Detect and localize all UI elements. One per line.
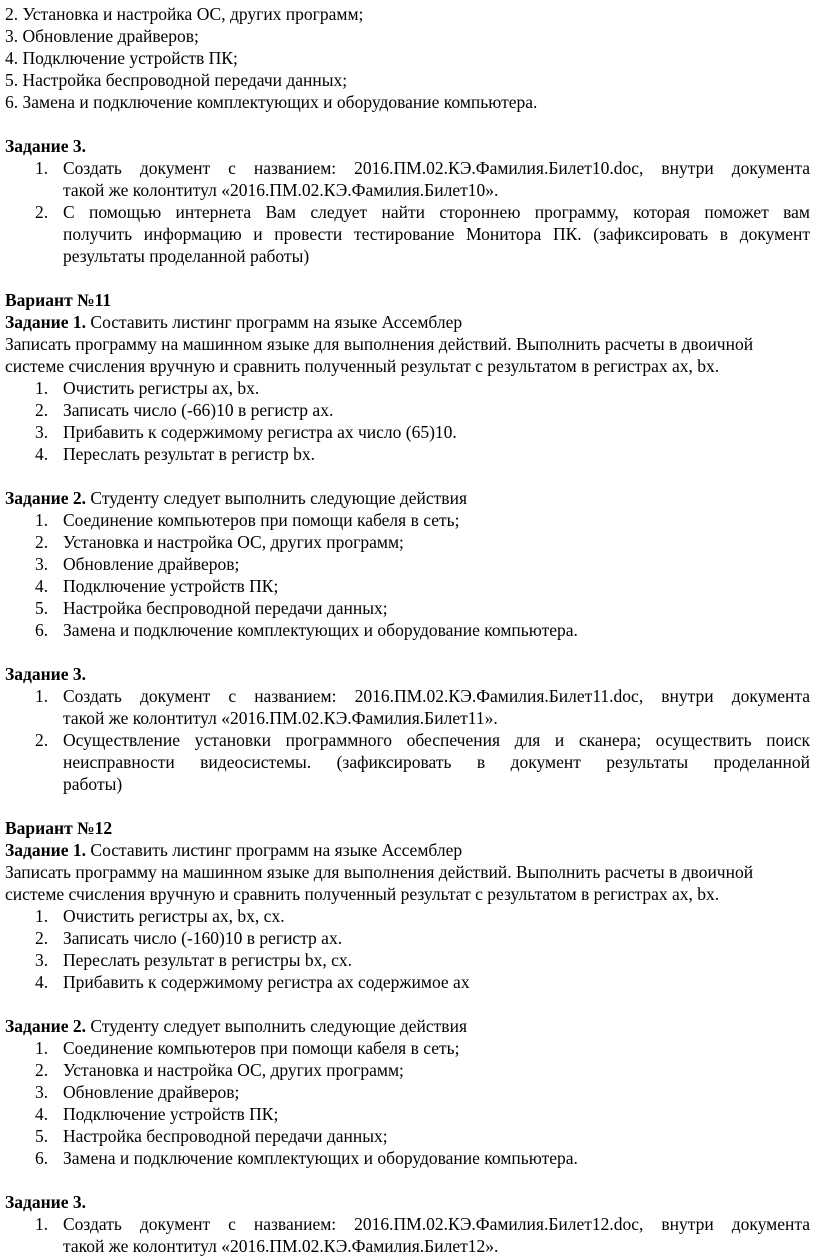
- list-item: 5. Настройка беспроводной передачи данных;: [35, 598, 388, 618]
- list-item: 4. Подключение устройств ПК;: [5, 48, 238, 68]
- list-item: 3. Переслать результат в регистры bx, cx.: [35, 950, 353, 970]
- list-item: 4. Переслать результат в регистр bx.: [35, 444, 316, 464]
- continued-list: [5, 3, 812, 113]
- list-item: 1. Создать документ с названием: 2016.ПМ.02.КЭ.Фамилия.Билет10.doc, внутри документа такой же колонтитул «2016.ПМ.02.КЭ.Фамилия.Билет10».: [35, 158, 810, 200]
- list-item: 1. Очистить регистры ax, bx, cx.: [35, 906, 285, 926]
- list-item: 6. Замена и подключение комплектующих и оборудование компьютера.: [35, 1148, 578, 1168]
- list-item: 2. Установка и настройка ОС, других программ;: [35, 1060, 404, 1080]
- task-paragraph: Записать программу на машинном языке для выполнения действий. Выполнить расчеты в двоичной: [5, 334, 754, 354]
- task-paragraph: системе счисления вручную и сравнить полученный результат с результатом в регистрах ax, bx.: [5, 884, 720, 904]
- task-heading: Задание 2. Студенту следует выполнить следующие действия: [5, 488, 467, 508]
- list-item: 2. Установка и настройка ОС, других программ;: [5, 4, 364, 24]
- variant-title: Вариант №12: [5, 818, 113, 838]
- list-item: 3. Прибавить к содержимому регистра ax число (65)10.: [35, 422, 457, 442]
- task-heading: Задание 3.: [5, 1192, 87, 1212]
- list-item: 3. Обновление драйверов;: [35, 554, 240, 574]
- list-item: 2. Осуществление установки программного обеспечения для и сканера; осуществить поиск неисправности видеосистемы. (зафиксировать в документ результаты проделанной работы): [35, 730, 810, 794]
- task-paragraph: системе счисления вручную и сравнить полученный результат с результатом в регистрах ax, bx.: [5, 356, 720, 376]
- task-heading: Задание 3.: [5, 136, 87, 156]
- list-item: 3. Обновление драйверов;: [5, 26, 199, 46]
- task-paragraph: Записать программу на машинном языке для выполнения действий. Выполнить расчеты в двоичной: [5, 862, 754, 882]
- v10-task3: [5, 135, 812, 267]
- list-item: 2. Записать число (-66)10 в регистр ax.: [35, 400, 334, 420]
- list-item: 1. Создать документ с названием: 2016.ПМ.02.КЭ.Фамилия.Билет11.doc, внутри документа такой же колонтитул «2016.ПМ.02.КЭ.Фамилия.Билет11».: [35, 686, 810, 728]
- list-item: 2. Записать число (-160)10 в регистр ax.: [35, 928, 343, 948]
- list-item: 6. Замена и подключение комплектующих и оборудование компьютера.: [5, 92, 538, 112]
- list-item: 4. Подключение устройств ПК;: [35, 1104, 279, 1124]
- variant-11: [5, 289, 812, 795]
- list-item: 4. Подключение устройств ПК;: [35, 576, 279, 596]
- list-item: 1. Соединение компьютеров при помощи кабеля в сеть;: [35, 510, 460, 530]
- list-item: 5. Настройка беспроводной передачи данных;: [5, 70, 348, 90]
- list-item: 4. Прибавить к содержимому регистра ax содержимое ax: [35, 972, 470, 992]
- variant-12: [5, 817, 812, 1257]
- list-item: 5. Настройка беспроводной передачи данных;: [35, 1126, 388, 1146]
- task-heading: Задание 3.: [5, 664, 87, 684]
- task-heading: Задание 1. Составить листинг программ на языке Ассемблер: [5, 840, 463, 860]
- list-item: 1. Создать документ с названием: 2016.ПМ.02.КЭ.Фамилия.Билет12.doc, внутри документа такой же колонтитул «2016.ПМ.02.КЭ.Фамилия.Билет12».: [35, 1214, 810, 1256]
- variant-title: Вариант №11: [5, 290, 112, 310]
- task-heading: Задание 2. Студенту следует выполнить следующие действия: [5, 1016, 467, 1036]
- list-item: 1. Очистить регистры ax, bx.: [35, 378, 260, 398]
- task-heading: Задание 1. Составить листинг программ на языке Ассемблер: [5, 312, 463, 332]
- list-item: 2. Установка и настройка ОС, других программ;: [35, 532, 404, 552]
- list-item: 3. Обновление драйверов;: [35, 1082, 240, 1102]
- list-item: 2. С помощью интернета Вам следует найти стороннею программу, которая поможет вам получить информацию и провести тестирование Монитора ПК. (зафиксировать в документ результаты проделанной работы): [35, 202, 810, 266]
- list-item: 1. Соединение компьютеров при помощи кабеля в сеть;: [35, 1038, 460, 1058]
- list-item: 6. Замена и подключение комплектующих и оборудование компьютера.: [35, 620, 578, 640]
